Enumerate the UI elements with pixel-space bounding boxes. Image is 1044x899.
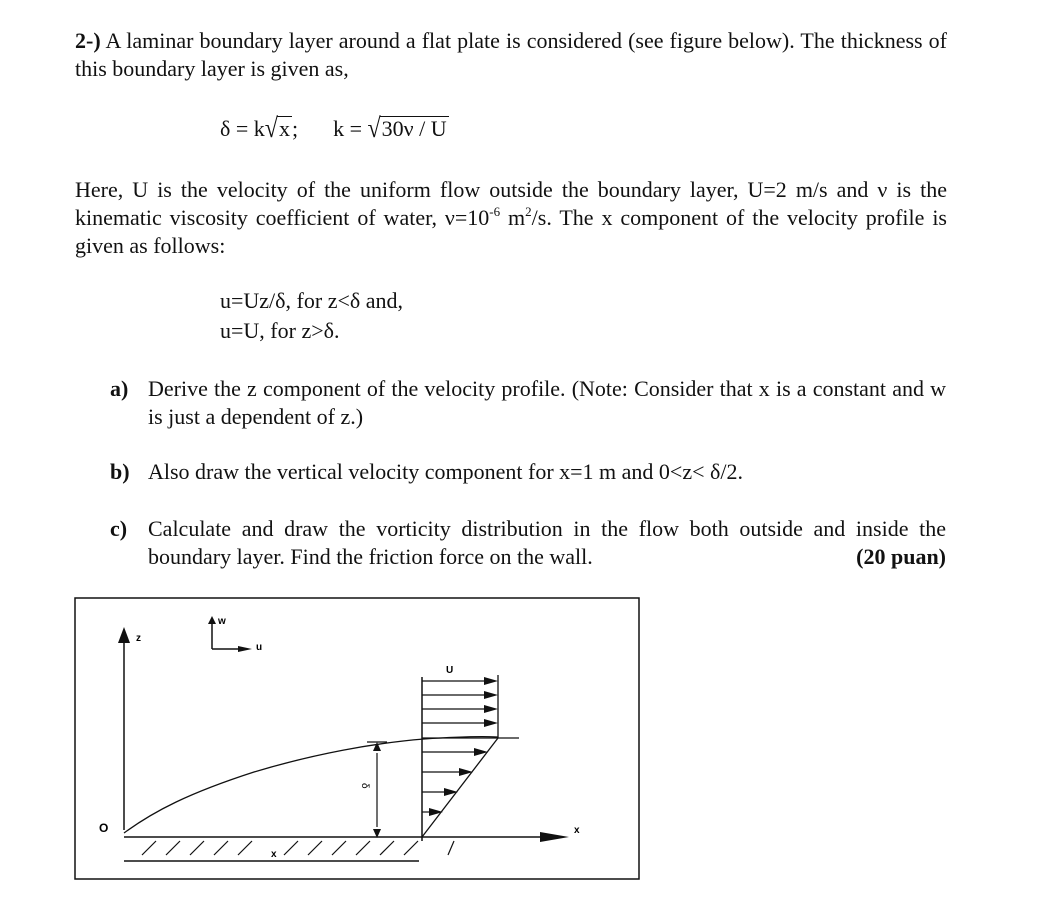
para2-exponent: -6 — [489, 204, 501, 219]
label-origin: O — [99, 821, 109, 835]
intro-text: A laminar boundary layer around a flat plate is considered (see figure below). The thickness of this boundary layer is given as, — [75, 28, 947, 81]
question-a-label: a) — [110, 376, 129, 401]
boundary-layer-edge — [124, 737, 498, 833]
para2-part-b: m — [500, 205, 526, 230]
label-z: z — [136, 633, 141, 644]
boundary-layer-figure — [74, 597, 640, 880]
profile-line-1: u=Uz/δ, for z<δ and, — [220, 288, 403, 313]
uniform-flow-arrows — [422, 681, 489, 723]
eq-sqrt-x: x — [278, 116, 290, 141]
sqrt-k: √30ν / U — [367, 114, 447, 144]
para2-part-a: Here, U is the velocity of the uniform flow outside the boundary layer, U=2 m/s and ν is the kinematic viscosity coefficient of water, ν=10 — [75, 177, 947, 230]
question-b — [110, 458, 946, 486]
question-c — [110, 515, 946, 571]
linear-profile-arrows — [422, 752, 479, 812]
question-b-text: Also draw the vertical velocity component for x=1 m and 0<z< δ/2. — [148, 459, 743, 484]
profile-line-2: u=U, for z>δ. — [220, 318, 340, 343]
intro-paragraph — [75, 27, 947, 83]
eq-delta: δ = k — [220, 116, 265, 141]
linear-profile-line — [422, 738, 498, 837]
question-a-text: Derive the z component of the velocity profile. (Note: Consider that x is a constant and w is just a dependent of z.) — [148, 376, 946, 429]
label-delta: δ — [359, 783, 370, 789]
eq-k: k = — [333, 116, 362, 141]
eq-separator: ; — [291, 116, 299, 141]
thickness-equation — [220, 115, 449, 143]
para2-part-c: /s. The x component of the velocity profile is given as follows: — [75, 205, 947, 258]
question-b-label: b) — [110, 459, 130, 484]
label-x-plate: x — [271, 849, 277, 860]
label-x-axis: x — [574, 825, 580, 836]
sqrt-x: √x — [264, 114, 290, 144]
eq-sqrt-k: 30ν / U — [381, 116, 447, 141]
problem-number: 2-) — [75, 28, 101, 53]
para2-exponent2: 2 — [525, 204, 532, 219]
plate-hatching — [142, 841, 454, 855]
velocity-paragraph — [75, 176, 947, 260]
label-w: w — [218, 616, 226, 627]
question-c-text: Calculate and draw the vorticity distribution in the flow both outside and inside the boundary layer. Find the friction force on the wall. — [148, 516, 946, 569]
question-a — [110, 375, 946, 431]
label-u: u — [256, 642, 263, 653]
label-U: U — [446, 665, 454, 676]
question-c-label: c) — [110, 516, 128, 541]
points-badge: (20 puan) — [856, 544, 946, 569]
